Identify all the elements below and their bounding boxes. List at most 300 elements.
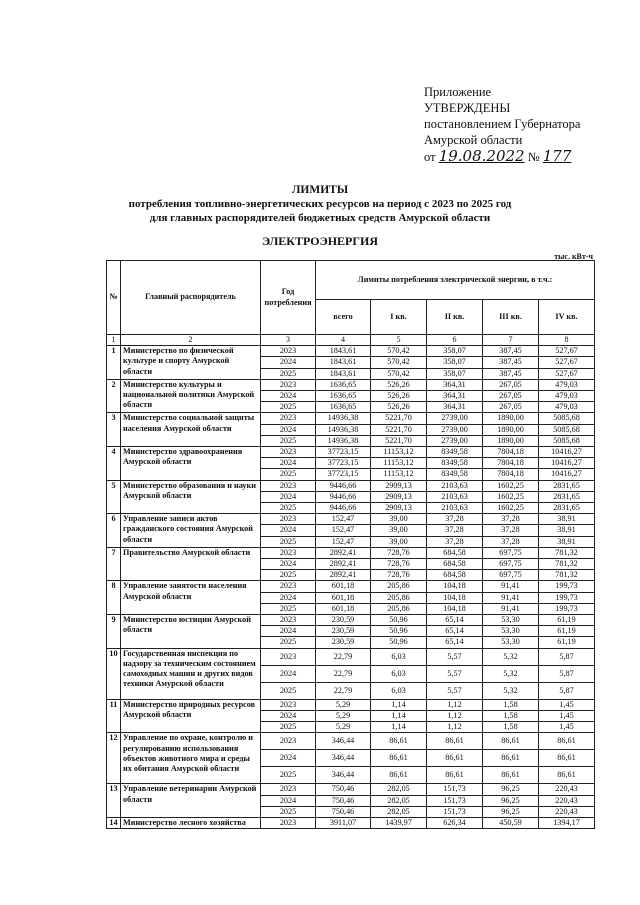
year-cell: 2023 [261, 379, 316, 390]
value-cell: 626,34 [427, 817, 483, 828]
value-cell: 1636,65 [316, 402, 371, 413]
value-cell: 570,42 [371, 368, 427, 379]
appendix-line: постановлением Губернатора [424, 117, 581, 131]
value-cell: 199,73 [539, 581, 595, 592]
row-number: 6 [107, 514, 121, 548]
year-cell: 2025 [261, 570, 316, 581]
value-cell: 601,18 [316, 592, 371, 603]
value-cell: 2892,41 [316, 559, 371, 570]
value-cell: 22,79 [316, 682, 371, 699]
year-cell: 2024 [261, 626, 316, 637]
value-cell: 220,43 [539, 795, 595, 806]
column-index: 6 [427, 335, 483, 346]
value-cell: 358,07 [427, 357, 483, 368]
value-cell: 601,18 [316, 581, 371, 592]
table-row [107, 447, 595, 458]
value-cell: 1890,00 [483, 435, 539, 446]
document-subtitle-2: для главных распорядителей бюджетных средств Амурской области [149, 212, 491, 224]
value-cell: 6,03 [371, 665, 427, 682]
year-cell: 2024 [261, 391, 316, 402]
value-cell: 11153,12 [371, 469, 427, 480]
value-cell: 1,58 [483, 710, 539, 721]
distributor-name: Министерство образования и науки Амурской области [121, 480, 261, 514]
value-cell: 53,30 [483, 615, 539, 626]
year-cell: 2023 [261, 648, 316, 665]
value-cell: 5,57 [427, 665, 483, 682]
value-cell: 104,18 [427, 592, 483, 603]
value-cell: 151,73 [427, 795, 483, 806]
distributor-name: Государственная инспекция по надзору за техническим состоянием самоходных машин и других видов техники Амурской области [121, 648, 261, 699]
value-cell: 152,47 [316, 514, 371, 525]
value-cell: 86,61 [483, 750, 539, 767]
section-title: ЭЛЕКТРОЭНЕРГИЯ [261, 234, 379, 248]
value-cell: 91,41 [483, 592, 539, 603]
value-cell: 267,05 [483, 391, 539, 402]
value-cell: 61,19 [539, 615, 595, 626]
value-cell: 37,28 [483, 514, 539, 525]
row-number: 4 [107, 447, 121, 481]
header-num: № [107, 261, 121, 335]
year-cell: 2023 [261, 514, 316, 525]
value-cell: 346,44 [316, 733, 371, 750]
value-cell: 387,45 [483, 357, 539, 368]
year-cell: 2024 [261, 592, 316, 603]
value-cell: 2831,65 [539, 480, 595, 491]
value-cell: 450,59 [483, 817, 539, 828]
document-subtitle: потребления топливно-энергетических ресурсов на период с 2023 по 2025 год [128, 198, 512, 210]
value-cell: 3911,07 [316, 817, 371, 828]
distributor-name: Министерство по физической культуре и спорту Амурской области [121, 346, 261, 380]
value-cell: 2909,13 [371, 503, 427, 514]
value-cell: 5085,68 [539, 413, 595, 424]
value-cell: 479,03 [539, 379, 595, 390]
row-number: 14 [107, 817, 121, 828]
value-cell: 527,67 [539, 346, 595, 357]
value-cell: 1843,61 [316, 346, 371, 357]
year-cell: 2024 [261, 491, 316, 502]
value-cell: 230,59 [316, 626, 371, 637]
value-cell: 9446,66 [316, 491, 371, 502]
value-cell: 53,30 [483, 626, 539, 637]
column-index: 5 [371, 335, 427, 346]
value-cell: 9446,66 [316, 503, 371, 514]
value-cell: 10416,27 [539, 458, 595, 469]
year-cell: 2025 [261, 536, 316, 547]
value-cell: 267,05 [483, 379, 539, 390]
header-q1: I кв. [371, 300, 427, 335]
value-cell: 86,61 [483, 767, 539, 784]
value-cell: 1,58 [483, 699, 539, 710]
value-cell: 526,26 [371, 379, 427, 390]
header-limits: Лимиты потребления электрической энергии, в т.ч.: [316, 261, 595, 300]
value-cell: 230,59 [316, 615, 371, 626]
value-cell: 527,67 [539, 357, 595, 368]
value-cell: 61,19 [539, 637, 595, 648]
value-cell: 86,61 [539, 767, 595, 784]
year-cell: 2023 [261, 817, 316, 828]
value-cell: 39,00 [371, 525, 427, 536]
row-number: 5 [107, 480, 121, 514]
value-cell: 1,14 [371, 722, 427, 733]
value-cell: 5085,68 [539, 435, 595, 446]
year-cell: 2024 [261, 795, 316, 806]
value-cell: 781,32 [539, 547, 595, 558]
year-cell: 2025 [261, 806, 316, 817]
value-cell: 697,75 [483, 559, 539, 570]
distributor-name: Министерство природных ресурсов Амурской области [121, 699, 261, 733]
year-cell: 2025 [261, 603, 316, 614]
value-cell: 570,42 [371, 357, 427, 368]
year-cell: 2025 [261, 469, 316, 480]
value-cell: 2909,13 [371, 480, 427, 491]
year-cell: 2023 [261, 547, 316, 558]
row-number: 3 [107, 413, 121, 447]
value-cell: 96,25 [483, 784, 539, 795]
value-cell: 230,59 [316, 637, 371, 648]
column-index: 7 [483, 335, 539, 346]
year-cell: 2024 [261, 525, 316, 536]
value-cell: 728,76 [371, 559, 427, 570]
value-cell: 38,91 [539, 514, 595, 525]
year-cell: 2024 [261, 458, 316, 469]
value-cell: 152,47 [316, 536, 371, 547]
row-number: 10 [107, 648, 121, 699]
year-cell: 2024 [261, 750, 316, 767]
table-row [107, 784, 595, 795]
value-cell: 267,05 [483, 402, 539, 413]
value-cell: 220,43 [539, 784, 595, 795]
value-cell: 5,29 [316, 699, 371, 710]
value-cell: 151,73 [427, 806, 483, 817]
value-cell: 1,58 [483, 722, 539, 733]
value-cell: 358,07 [427, 346, 483, 357]
row-number: 12 [107, 733, 121, 784]
value-cell: 1,45 [539, 699, 595, 710]
value-cell: 86,61 [371, 767, 427, 784]
value-cell: 38,91 [539, 525, 595, 536]
value-cell: 11153,12 [371, 458, 427, 469]
appendix-line: УТВЕРЖДЕНЫ [424, 101, 511, 115]
value-cell: 6,03 [371, 682, 427, 699]
value-cell: 684,58 [427, 547, 483, 558]
value-cell: 1602,25 [483, 491, 539, 502]
year-cell: 2024 [261, 665, 316, 682]
value-cell: 570,42 [371, 346, 427, 357]
value-cell: 364,31 [427, 391, 483, 402]
table-row [107, 733, 595, 750]
year-cell: 2024 [261, 559, 316, 570]
value-cell: 8349,58 [427, 458, 483, 469]
value-cell: 364,31 [427, 379, 483, 390]
appendix-line: Приложение [424, 85, 492, 99]
value-cell: 61,19 [539, 626, 595, 637]
value-cell: 527,67 [539, 368, 595, 379]
value-cell: 91,41 [483, 581, 539, 592]
value-cell: 282,05 [371, 795, 427, 806]
value-cell: 6,03 [371, 648, 427, 665]
year-cell: 2023 [261, 615, 316, 626]
column-index: 3 [261, 335, 316, 346]
value-cell: 5,87 [539, 665, 595, 682]
value-cell: 5,32 [483, 682, 539, 699]
appendix-date-line [424, 148, 580, 165]
value-cell: 750,46 [316, 795, 371, 806]
table-row [107, 615, 595, 626]
table-row [107, 817, 595, 828]
units-label: тыс. кВт-ч [554, 252, 593, 261]
value-cell: 2739,00 [427, 424, 483, 435]
document-heading: ЛИМИТЫ [291, 184, 349, 196]
approval-date: 19.08.2022 [438, 147, 525, 165]
value-cell: 39,00 [371, 514, 427, 525]
value-cell: 37723,15 [316, 447, 371, 458]
year-cell: 2023 [261, 784, 316, 795]
value-cell: 37723,15 [316, 458, 371, 469]
distributor-name: Министерство лесного хозяйства [121, 817, 261, 828]
header-q4: IV кв. [539, 300, 595, 335]
distributor-name: Министерство социальной защиты населения Амурской области [121, 413, 261, 447]
distributor-name: Управление по охране, контролю и регулированию использования объектов животного мира и среды их обитания Амурской области [121, 733, 261, 784]
value-cell: 104,18 [427, 603, 483, 614]
value-cell: 5,32 [483, 665, 539, 682]
value-cell: 781,32 [539, 559, 595, 570]
value-cell: 2831,65 [539, 491, 595, 502]
row-number: 8 [107, 581, 121, 615]
value-cell: 282,05 [371, 806, 427, 817]
value-cell: 220,43 [539, 806, 595, 817]
value-cell: 205,86 [371, 603, 427, 614]
value-cell: 526,26 [371, 402, 427, 413]
value-cell: 50,96 [371, 637, 427, 648]
table-row [107, 346, 595, 357]
value-cell: 697,75 [483, 547, 539, 558]
value-cell: 5,57 [427, 648, 483, 665]
distributor-name: Министерство культуры и национальной политики Амурской области [121, 379, 261, 413]
value-cell: 152,47 [316, 525, 371, 536]
value-cell: 1,45 [539, 722, 595, 733]
year-cell: 2023 [261, 447, 316, 458]
value-cell: 10416,27 [539, 447, 595, 458]
value-cell: 50,96 [371, 615, 427, 626]
value-cell: 5,29 [316, 710, 371, 721]
value-cell: 86,61 [371, 733, 427, 750]
value-cell: 2831,65 [539, 503, 595, 514]
value-cell: 65,14 [427, 615, 483, 626]
value-cell: 1890,00 [483, 424, 539, 435]
value-cell: 1602,25 [483, 503, 539, 514]
value-cell: 14936,38 [316, 413, 371, 424]
table-row [107, 514, 595, 525]
year-cell: 2023 [261, 413, 316, 424]
distributor-name: Управление записи актов гражданского состояния Амурской области [121, 514, 261, 548]
year-cell: 2025 [261, 402, 316, 413]
value-cell: 86,61 [427, 750, 483, 767]
header-q3: III кв. [483, 300, 539, 335]
value-cell: 346,44 [316, 750, 371, 767]
value-cell: 7804,18 [483, 469, 539, 480]
year-cell: 2025 [261, 682, 316, 699]
value-cell: 5085,68 [539, 424, 595, 435]
value-cell: 22,79 [316, 665, 371, 682]
year-cell: 2023 [261, 699, 316, 710]
value-cell: 387,45 [483, 368, 539, 379]
value-cell: 5,87 [539, 682, 595, 699]
year-cell: 2024 [261, 357, 316, 368]
column-index: 2 [121, 335, 261, 346]
value-cell: 7804,18 [483, 447, 539, 458]
table-row [107, 581, 595, 592]
value-cell: 22,79 [316, 648, 371, 665]
year-cell: 2024 [261, 710, 316, 721]
value-cell: 728,76 [371, 570, 427, 581]
value-cell: 37,28 [427, 525, 483, 536]
value-cell: 7804,18 [483, 458, 539, 469]
value-cell: 1,45 [539, 710, 595, 721]
value-cell: 1602,25 [483, 480, 539, 491]
table-row [107, 480, 595, 491]
value-cell: 2739,00 [427, 435, 483, 446]
header-year: Год потребления [261, 261, 316, 335]
value-cell: 1394,17 [539, 817, 595, 828]
row-number: 7 [107, 547, 121, 581]
column-index: 1 [107, 335, 121, 346]
table-row [107, 547, 595, 558]
year-cell: 2023 [261, 581, 316, 592]
value-cell: 750,46 [316, 784, 371, 795]
value-cell: 199,73 [539, 592, 595, 603]
number-prefix: № [527, 150, 540, 164]
year-cell: 2023 [261, 346, 316, 357]
date-prefix: от [424, 150, 436, 164]
year-cell: 2025 [261, 767, 316, 784]
value-cell: 53,30 [483, 637, 539, 648]
value-cell: 1636,65 [316, 379, 371, 390]
table-row [107, 413, 595, 424]
value-cell: 37,28 [483, 525, 539, 536]
row-number: 13 [107, 784, 121, 818]
value-cell: 346,44 [316, 767, 371, 784]
value-cell: 50,96 [371, 626, 427, 637]
distributor-name: Министерство юстиции Амурской области [121, 615, 261, 649]
value-cell: 2909,13 [371, 491, 427, 502]
distributor-name: Управление занятости населения Амурской области [121, 581, 261, 615]
value-cell: 601,18 [316, 603, 371, 614]
value-cell: 364,31 [427, 402, 483, 413]
value-cell: 199,73 [539, 603, 595, 614]
year-cell: 2025 [261, 435, 316, 446]
value-cell: 750,46 [316, 806, 371, 817]
value-cell: 1,14 [371, 710, 427, 721]
value-cell: 86,61 [427, 767, 483, 784]
year-cell: 2025 [261, 503, 316, 514]
value-cell: 86,61 [539, 733, 595, 750]
value-cell: 479,03 [539, 402, 595, 413]
year-cell: 2025 [261, 368, 316, 379]
column-index: 8 [539, 335, 595, 346]
year-cell: 2025 [261, 722, 316, 733]
value-cell: 1439,97 [371, 817, 427, 828]
value-cell: 1,12 [427, 722, 483, 733]
value-cell: 5221,70 [371, 413, 427, 424]
value-cell: 151,73 [427, 784, 483, 795]
value-cell: 781,32 [539, 570, 595, 581]
value-cell: 96,25 [483, 806, 539, 817]
value-cell: 5,57 [427, 682, 483, 699]
value-cell: 2103,63 [427, 503, 483, 514]
table-row [107, 648, 595, 665]
column-index: 4 [316, 335, 371, 346]
value-cell: 96,25 [483, 795, 539, 806]
value-cell: 5221,70 [371, 435, 427, 446]
value-cell: 2892,41 [316, 547, 371, 558]
value-cell: 387,45 [483, 346, 539, 357]
value-cell: 479,03 [539, 391, 595, 402]
value-cell: 526,26 [371, 391, 427, 402]
appendix-line: Амурской области [424, 133, 523, 147]
value-cell: 9446,66 [316, 480, 371, 491]
appendix-block [424, 84, 580, 165]
value-cell: 37,28 [427, 536, 483, 547]
value-cell: 684,58 [427, 570, 483, 581]
value-cell: 2103,63 [427, 480, 483, 491]
value-cell: 2739,00 [427, 413, 483, 424]
value-cell: 86,61 [371, 750, 427, 767]
distributor-name: Министерство здравоохранения Амурской области [121, 447, 261, 481]
value-cell: 86,61 [427, 733, 483, 750]
table-row [107, 379, 595, 390]
value-cell: 38,91 [539, 536, 595, 547]
approval-number: 177 [542, 147, 572, 165]
column-index-row [107, 335, 595, 346]
header-q2: II кв. [427, 300, 483, 335]
header-total: всего [316, 300, 371, 335]
value-cell: 8349,58 [427, 469, 483, 480]
year-cell: 2023 [261, 733, 316, 750]
value-cell: 358,07 [427, 368, 483, 379]
value-cell: 65,14 [427, 626, 483, 637]
header-distributor: Главный распорядитель [121, 261, 261, 335]
year-cell: 2025 [261, 637, 316, 648]
value-cell: 697,75 [483, 570, 539, 581]
year-cell: 2023 [261, 480, 316, 491]
distributor-name: Управление ветеринарии Амурской области [121, 784, 261, 818]
value-cell: 1636,65 [316, 391, 371, 402]
value-cell: 37,28 [483, 536, 539, 547]
value-cell: 1,12 [427, 699, 483, 710]
value-cell: 205,86 [371, 581, 427, 592]
value-cell: 5,29 [316, 722, 371, 733]
value-cell: 10416,27 [539, 469, 595, 480]
value-cell: 282,05 [371, 784, 427, 795]
value-cell: 205,86 [371, 592, 427, 603]
table-row [107, 699, 595, 710]
value-cell: 2892,41 [316, 570, 371, 581]
distributor-name: Правительство Амурской области [121, 547, 261, 581]
value-cell: 37723,15 [316, 469, 371, 480]
value-cell: 86,61 [483, 733, 539, 750]
table-body [107, 346, 595, 829]
row-number: 1 [107, 346, 121, 380]
value-cell: 1843,61 [316, 357, 371, 368]
value-cell: 728,76 [371, 547, 427, 558]
value-cell: 37,28 [427, 514, 483, 525]
value-cell: 1,14 [371, 699, 427, 710]
row-number: 2 [107, 379, 121, 413]
value-cell: 11153,12 [371, 447, 427, 458]
row-number: 9 [107, 615, 121, 649]
value-cell: 1,12 [427, 710, 483, 721]
value-cell: 5221,70 [371, 424, 427, 435]
